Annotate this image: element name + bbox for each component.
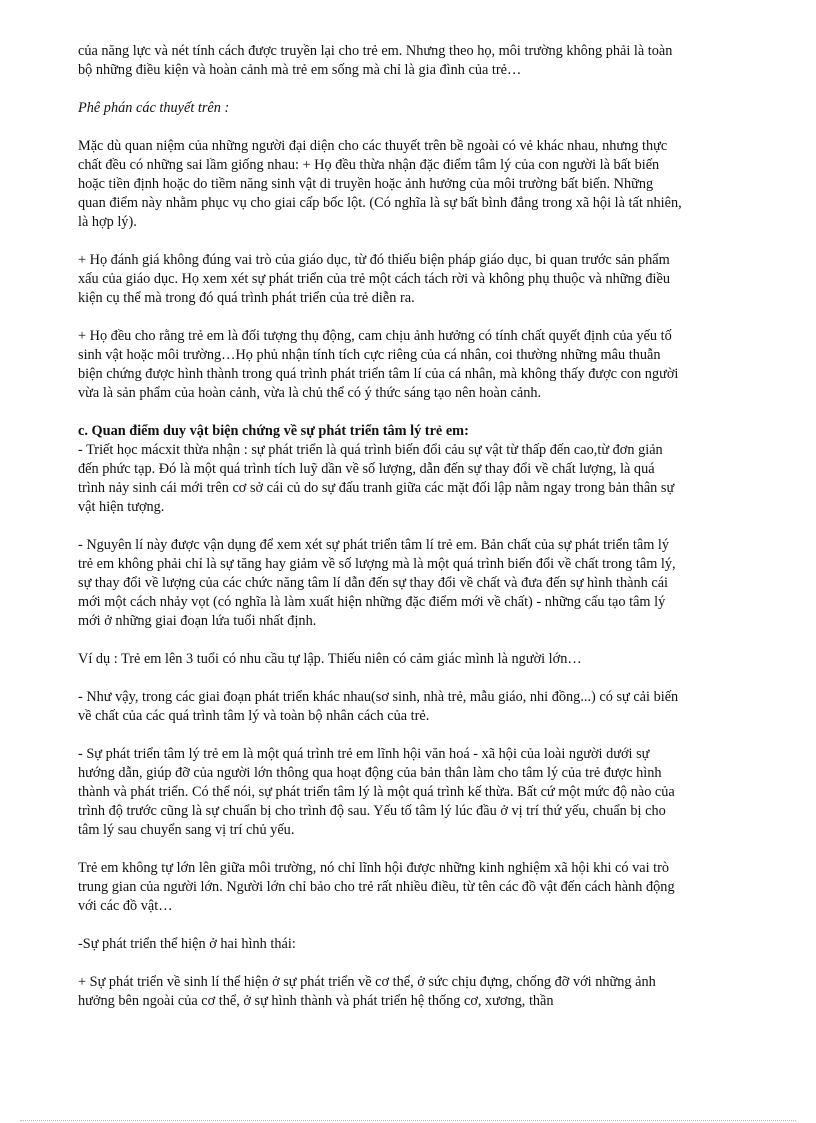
paragraph-common-errors: Mặc dù quan niệm của những người đại diện cho các thuyết trên bề ngoài có vẻ khác nhau, nhưng thực chất đều có những sai lầm giống nhau: + Họ đều thừa nhận đặc điểm tâm lý của con người là bất biến hoặc tiền định hoặc do tiềm năng sinh vật di truyền hoặc ảnh hưởng của môi trường bất biến. Những quan điểm này nhằm phục vụ cho giai cấp bốc lột. (Có nghĩa là sự bất bình đẳng trong xã hội là tất nhiên, là hợp lý). [78,138,682,230]
page-bottom-divider [20,1120,796,1121]
paragraph-cultural-acquisition: - Sự phát triển tâm lý trẻ em là một quá trình trẻ em lĩnh hội văn hoá - xã hội của loài người dưới sự hướng dẫn, giúp đỡ của người lớn thông qua hoạt động của bản thân làm cho tâm lý của trẻ được hình thành và phát triển. Có thể nói, sự phát triển tâm lý là một quá trình kế thừa. Bất cứ một mức độ nào của trình độ trước cũng là sự chuẩn bị cho trình độ sau. Yếu tố tâm lý lúc đầu ở vị trí thứ yếu, chuẩn bị cho tâm lý sau chuyển sang vị trí chủ yếu. [78,746,675,838]
paragraph-passive-child: + Họ đều cho rằng trẻ em là đối tượng thụ động, cam chịu ảnh hưởng có tính chất quyết định của yếu tố sinh vật hoặc môi trường…Họ phủ nhận tính tích cực riêng của cá nhân, coi thường những mâu thuẫn biện chứng được hình thành trong quá trình phát triển tâm lí của cá nhân, mà không thấy được con người vừa là sản phẩm của hoàn cảnh, vừa là chủ thể có ý thức sáng tạo nên hoàn cảnh. [78,328,679,401]
paragraph-continuation: của năng lực và nét tính cách được truyền lại cho trẻ em. Nhưng theo họ, môi trường không phải là toàn bộ những điều kiện và hoàn cảnh mà trẻ em sống mà chỉ là gia đình của trẻ… [78,43,673,78]
section-heading-dialectical: c. Quan điểm duy vật biện chứng về sự phát triển tâm lý trẻ em: [78,423,469,439]
paragraph-education-role: + Họ đánh giá không đúng vai trò của giáo dục, từ đó thiếu biện pháp giáo dục, bi quan trước sản phẩm xấu của giáo dục. Họ xem xét sự phát triển của trẻ một cách tách rời và không phụ thuộc và những điều kiện cụ thể mà trong đó quá trình phát triển của trẻ diễn ra. [78,252,670,306]
paragraph-marxist-philosophy: - Triết học mácxit thừa nhận : sự phát triển là quá trình biến đổi cảu sự vật từ thấp đến cao,từ đơn giản đến phức tạp. Đó là một quá trình tích luỹ dần về số lượng, dẫn đến sự thay đổi về chất lượng, là quá trình nảy sinh cái mới trên cơ sở cái củ do sự đấu tranh giữa các mặt đối lập nằm ngay trong bản thân sự vật hiện tượng. [78,442,675,515]
document-page [78,42,684,1011]
paragraph-developmental-stages: - Như vậy, trong các giai đoạn phát triển khác nhau(sơ sinh, nhà trẻ, mẫu giáo, nhi đồng...) có sự cải biến về chất của các quá trình tâm lý và toàn bộ nhân cách của trẻ. [78,689,679,724]
paragraph-adult-mediation: Trẻ em không tự lớn lên giữa môi trường, nó chỉ lĩnh hội được những kinh nghiệm xã hội khi có vai trò trung gian của người lớn. Người lớn chỉ bảo cho trẻ rất nhiều điều, từ tên các đồ vật đến cách hành động với các đồ vật… [78,860,675,914]
paragraph-principle-applied: - Nguyên lí này được vận dụng để xem xét sự phát triển tâm lí trẻ em. Bản chất của sự phát triển tâm lý trẻ em không phải chỉ là sự tăng hay giảm về số lượng mà là một quá trình biến đổi về chất trong tâm lý, sự thay đổi về lượng của các chức năng tâm lí dẫn đến sự thay đổi về chất và đưa đến sự hình thành cái mới một cách nhảy vọt (có nghĩa là làm xuất hiện những đặc điểm mới về chất) - những cấu tạo tâm lý mới ở những giai đoạn lứa tuổi nhất định. [78,537,676,629]
section-subtitle-critique: Phê phán các thuyết trên : [78,100,230,116]
paragraph-two-forms: -Sự phát triển thể hiện ở hai hình thái: [78,936,296,952]
paragraph-example: Ví dụ : Trẻ em lên 3 tuổi có nhu cầu tự lập. Thiếu niên có cảm giác mình là người lớn… [78,651,582,667]
paragraph-physiological: + Sự phát triển về sinh lí thể hiện ở sự phát triển về cơ thể, ở sức chịu đựng, chống đỡ với những ảnh hưởng bên ngoài của cơ thể, ở sự hình thành và phát triển hệ thống cơ, xương, thần [78,974,656,1009]
